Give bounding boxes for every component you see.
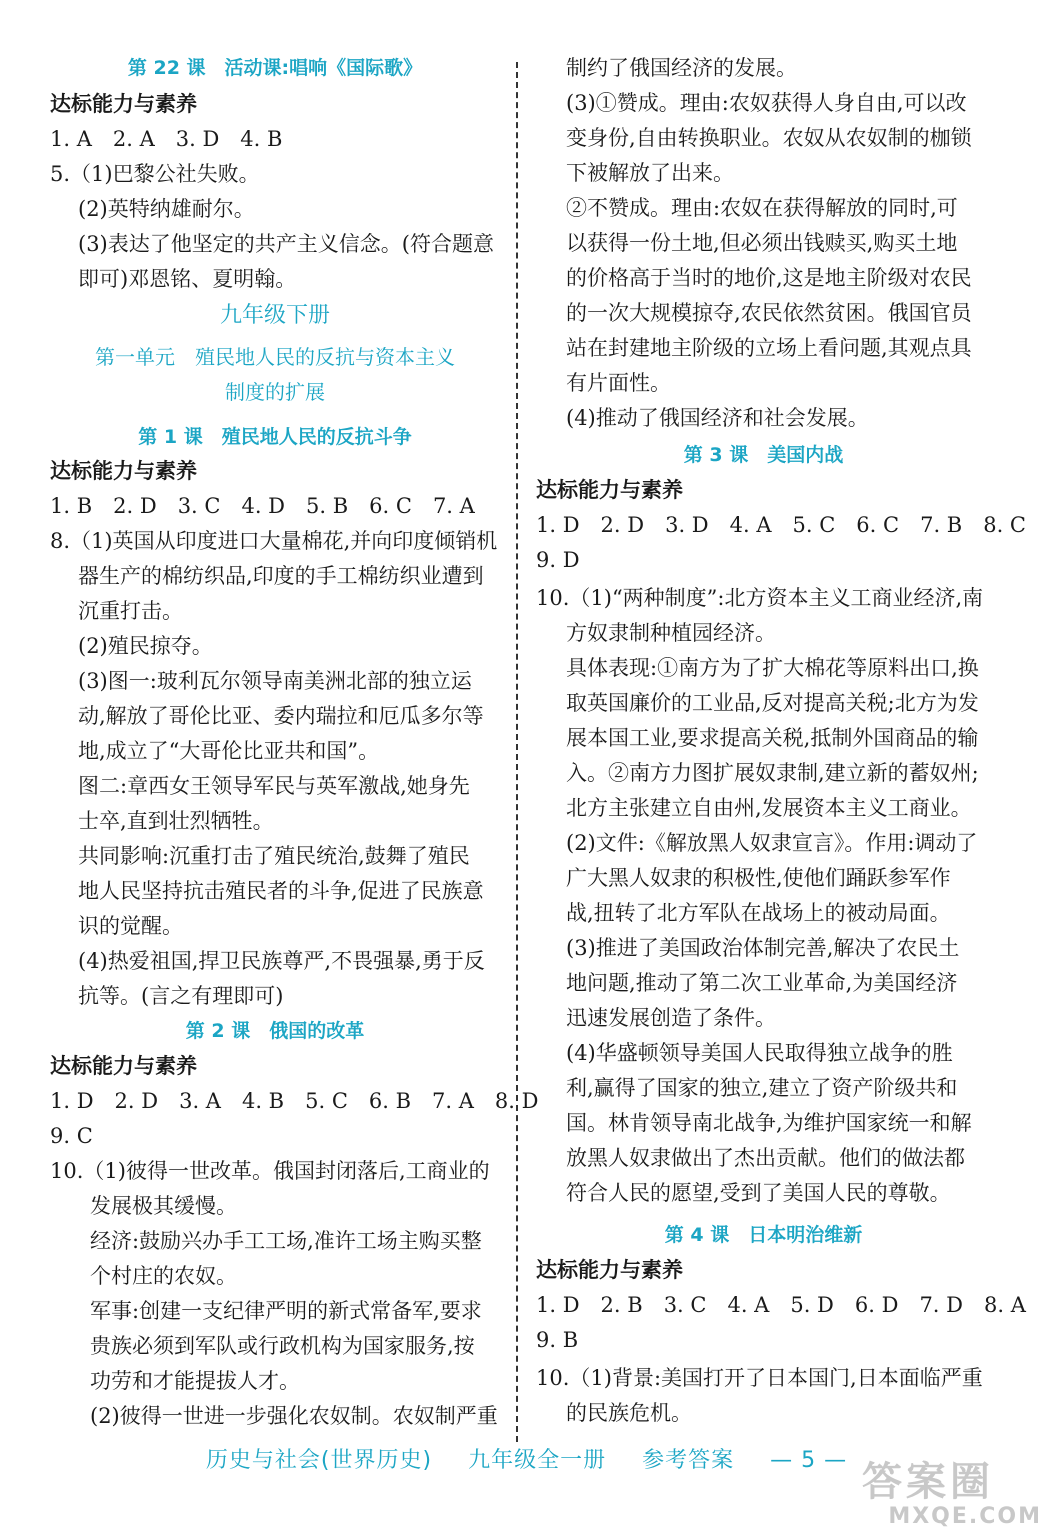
left-line-33: 经济:鼓励兴办手工工场,准许工场主购买整 <box>90 1229 482 1253</box>
right-line-27: 迅速发展创造了条件。 <box>566 1006 776 1030</box>
right-line-18: 取英国廉价的工业品,反对提高关税;北方为发 <box>566 691 979 715</box>
left-line-13: 8.（1)英国从印度进口大量棉花,并向印度倾销机 <box>50 529 498 553</box>
right-line-11: 第 3 课 美国内战 <box>683 444 844 466</box>
right-line-32: 符合人民的愿望,受到了美国人民的尊敬。 <box>566 1181 951 1205</box>
left-line-20: 图二:章西女王领导军民与英军激战,她身先 <box>78 774 470 798</box>
right-line-23: 广大黑人奴隶的积极性,使他们踊跃参军作 <box>566 866 951 890</box>
right-line-8: 站在封建地主阶级的立场上看问题,其观点具 <box>566 336 972 360</box>
left-line-37: 功劳和才能提拔人才。 <box>90 1369 300 1393</box>
right-line-1: (3)①赞成。理由:农奴获得人身自由,可以改 <box>566 91 967 115</box>
left-line-12: 1. B 2. D 3. C 4. D 5. B 6. C 7. A <box>50 494 475 518</box>
right-line-37: 10.（1)背景:美国打开了日本国门,日本面临严重 <box>536 1366 983 1390</box>
left-line-11: 达标能力与素养 <box>50 459 197 483</box>
left-line-2: 1. A 2. A 3. D 4. B <box>50 127 283 151</box>
right-line-14: 9. D <box>536 548 580 572</box>
left-line-28: 达标能力与素养 <box>50 1054 197 1078</box>
left-line-25: (4)热爱祖国,捍卫民族尊严,不畏强暴,勇于反 <box>78 949 485 973</box>
right-line-16: 方奴隶制种植园经济。 <box>566 621 776 645</box>
right-line-29: 利,赢得了国家的独立,建立了资产阶级共和 <box>566 1076 958 1100</box>
right-line-10: (4)推动了俄国经济和社会发展。 <box>566 406 869 430</box>
footer-grade: 九年级全一册 <box>468 1448 607 1473</box>
right-line-19: 展本国工业,要求提高关税,抵制外国商品的输 <box>566 726 979 750</box>
left-line-38: (2)彼得一世进一步强化农奴制。农奴制严重 <box>90 1404 498 1428</box>
right-line-31: 放黑人奴隶做出了杰出贡献。他们的做法都 <box>566 1146 965 1170</box>
right-line-9: 有片面性。 <box>566 371 671 395</box>
column-divider <box>516 62 518 1442</box>
right-line-33: 第 4 课 日本明治维新 <box>664 1224 863 1246</box>
left-line-35: 军事:创建一支纪律严明的新式常备军,要求 <box>90 1299 482 1323</box>
right-line-30: 国。林肯领导南北战争,为维护国家统一和解 <box>566 1111 972 1135</box>
right-line-34: 达标能力与素养 <box>536 1258 683 1282</box>
right-line-2: 变身份,自由转换职业。农奴从农奴制的枷锁 <box>566 126 972 150</box>
right-line-6: 的价格高于当时的地价,这是地主阶级对农民 <box>566 266 972 290</box>
right-line-35: 1. D 2. B 3. C 4. A 5. D 6. D 7. D 8. A <box>536 1293 1026 1317</box>
left-line-32: 发展极其缓慢。 <box>90 1194 237 1218</box>
left-line-1: 达标能力与素养 <box>50 92 197 116</box>
left-line-16: (2)殖民掠夺。 <box>78 634 213 658</box>
right-line-4: ②不赞成。理由:农奴在获得解放的同时,可 <box>566 196 958 220</box>
left-line-31: 10.（1)彼得一世改革。俄国封闭落后,工商业的 <box>50 1159 490 1183</box>
left-line-5: (3)表达了他坚定的共产主义信念。(符合题意 <box>78 232 494 256</box>
left-line-17: (3)图一:玻利瓦尔领导南美洲北部的独立运 <box>78 669 472 693</box>
left-line-34: 个村庄的农奴。 <box>90 1264 237 1288</box>
watermark-logo <box>862 1460 1042 1530</box>
left-line-26: 抗等。(言之有理即可) <box>78 984 284 1008</box>
right-line-28: (4)华盛顿领导美国人民取得独立战争的胜 <box>566 1041 953 1065</box>
footer-page-number: — 5 — <box>770 1448 848 1473</box>
left-line-4: (2)英特纳雄耐尔。 <box>78 197 255 221</box>
right-line-7: 的一次大规模掠夺,农民依然贫困。俄国官员 <box>566 301 972 325</box>
left-line-14: 器生产的棉纺织品,印度的手工棉纺织业遭到 <box>78 564 484 588</box>
left-line-24: 识的觉醒。 <box>78 914 183 938</box>
right-line-17: 具体表现:①南方为了扩大棉花等原料出口,换 <box>566 656 979 680</box>
watermark-title: 答案圈 <box>862 1459 994 1505</box>
left-line-19: 地,成立了“大哥伦比亚共和国”。 <box>78 739 380 763</box>
left-line-7: 九年级下册 <box>219 303 330 328</box>
right-line-15: 10.（1)“两种制度”:北方资本主义工商业经济,南 <box>536 586 984 610</box>
right-line-26: 地问题,推动了第二次工业革命,为美国经济 <box>566 971 958 995</box>
left-line-10: 第 1 课 殖民地人民的反抗斗争 <box>138 426 412 448</box>
left-line-18: 动,解放了哥伦比亚、委内瑞拉和厄瓜多尔等 <box>78 704 484 728</box>
right-line-12: 达标能力与素养 <box>536 478 683 502</box>
right-line-3: 下被解放了出来。 <box>566 161 734 185</box>
left-line-27: 第 2 课 俄国的改革 <box>185 1020 365 1042</box>
left-line-6: 即可)邓恩铭、夏明翰。 <box>78 267 297 291</box>
left-line-21: 士卒,直到壮烈牺牲。 <box>78 809 274 833</box>
right-line-13: 1. D 2. D 3. D 4. A 5. C 6. C 7. B 8. C <box>536 513 1027 537</box>
footer-subject: 历史与社会(世界历史) <box>205 1448 433 1473</box>
right-line-38: 的民族危机。 <box>566 1401 692 1425</box>
left-line-36: 贵族必须到军队或行政机构为国家服务,按 <box>90 1334 475 1358</box>
left-line-9: 制度的扩展 <box>225 380 325 404</box>
left-line-30: 9. C <box>50 1124 93 1148</box>
right-line-20: 入。②南方力图扩展奴隶制,建立新的蓄奴州; <box>566 761 979 785</box>
left-line-0: 第 22 课 活动课:唱响《国际歌》 <box>127 57 423 79</box>
footer-label: 参考答案 <box>642 1448 735 1473</box>
watermark-url: MXQE.COM <box>888 1504 1042 1529</box>
left-line-3: 5.（1)巴黎公社失败。 <box>50 162 260 186</box>
left-line-22: 共同影响:沉重打击了殖民统治,鼓舞了殖民 <box>78 844 470 868</box>
right-line-36: 9. B <box>536 1328 579 1352</box>
right-line-25: (3)推进了美国政治体制完善,解决了农民土 <box>566 936 960 960</box>
left-line-15: 沉重打击。 <box>78 599 183 623</box>
right-line-22: (2)文件:《解放黑人奴隶宣言》。作用:调动了 <box>566 831 978 855</box>
right-line-21: 北方主张建立自由州,发展资本主义工商业。 <box>566 796 972 820</box>
right-line-5: 以获得一份土地,但必须出钱赎买,购买土地 <box>566 231 958 255</box>
left-line-23: 地人民坚持抗击殖民者的斗争,促进了民族意 <box>78 879 484 903</box>
right-line-0: 制约了俄国经济的发展。 <box>566 56 797 80</box>
left-line-29: 1. D 2. D 3. A 4. B 5. C 6. B 7. A 8. D <box>50 1089 539 1113</box>
right-line-24: 战,扭转了北方军队在战场上的被动局面。 <box>566 901 951 925</box>
left-line-8: 第一单元 殖民地人民的反抗与资本主义 <box>95 345 455 369</box>
